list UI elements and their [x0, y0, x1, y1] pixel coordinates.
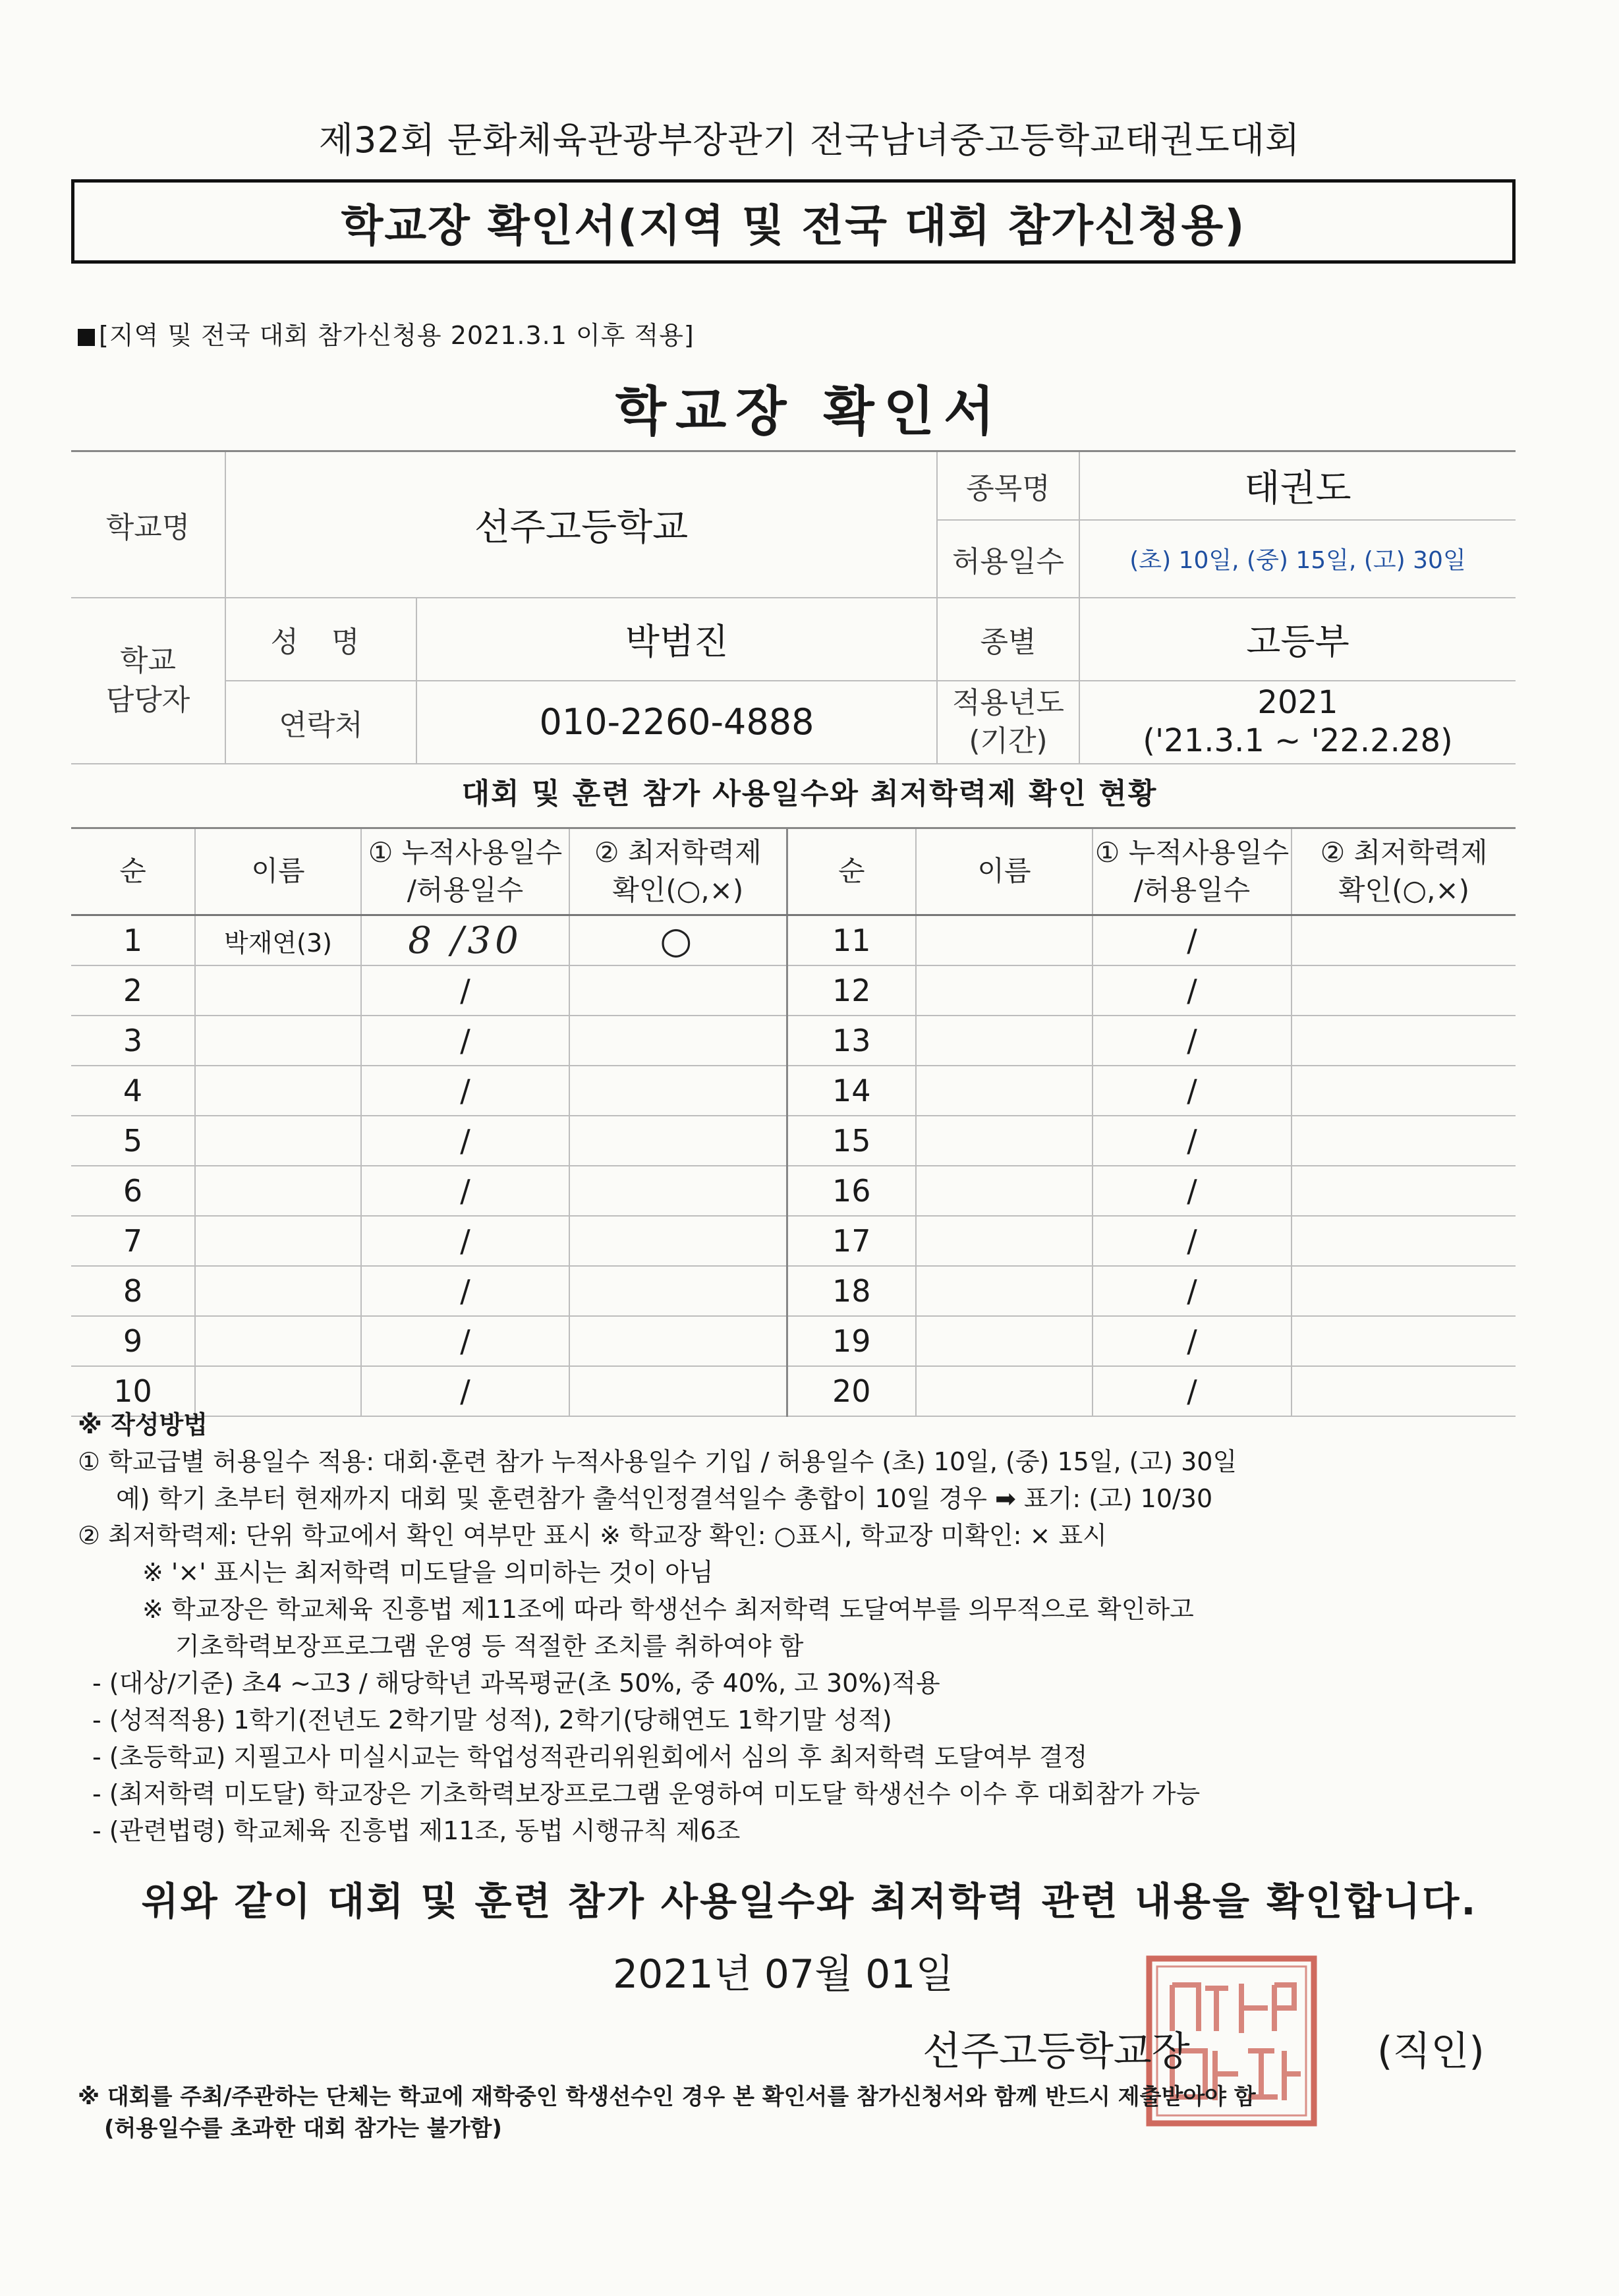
academic-check [1292, 1116, 1516, 1166]
student-name [916, 1016, 1093, 1066]
table-row [71, 915, 1516, 966]
academic-check [569, 965, 787, 1016]
instruction-line: - (대상/기준) 초4 ~고3 / 해당학년 과목평균(초 50%, 중 40%, 고 30%)적용 [92, 1669, 940, 1698]
days-used: / [1093, 1016, 1292, 1066]
instruction-line: - (초등학교) 지필고사 미실시교는 학업성적관리위원회에서 심의 후 최저학력 도달여부 결정 [92, 1742, 1088, 1771]
academic-check [1292, 1016, 1516, 1066]
student-name [195, 1116, 361, 1166]
tournament-title: 제32회 문화체육관광부장관기 전국남녀중고등학교태권도대회 [318, 119, 1301, 161]
days-used: / [361, 1366, 569, 1416]
student-name [195, 1266, 361, 1316]
academic-check [569, 1066, 787, 1116]
days-used: / [361, 1016, 569, 1066]
row-number: 3 [71, 1016, 195, 1066]
document-title: 학교장 확인서 [615, 381, 1004, 442]
square-bullet-icon [78, 329, 95, 346]
academic-check [1292, 965, 1516, 1016]
header-check: ② 최저학력제 확인(○,×) [569, 828, 787, 915]
days-used: / [1093, 1216, 1292, 1266]
sport-label: 종목명 [937, 451, 1079, 520]
phone-value: 010-2260-4888 [416, 681, 937, 764]
document-box-title: 학교장 확인서(지역 및 전국 대회 참가신청용) [71, 179, 1516, 264]
row-number: 15 [787, 1116, 916, 1166]
year-value: 2021 ('21.3.1 ~ '22.2.28) [1079, 681, 1516, 764]
row-number: 17 [787, 1216, 916, 1266]
days-used: / [1093, 1166, 1292, 1216]
academic-check [1292, 1216, 1516, 1266]
academic-check [569, 1266, 787, 1316]
apply-note-text: [지역 및 전국 대회 참가신청용 2021.3.1 이후 적용] [99, 321, 695, 350]
row-number: 5 [71, 1116, 195, 1166]
instruction-line: - (최저학력 미도달) 학교장은 기초학력보장프로그램 운영하여 미도달 학생선수 이수 후 대회참가 가능 [92, 1779, 1201, 1808]
confirmation-statement: 위와 같이 대회 및 훈련 참가 사용일수와 최저학력 관련 내용을 확인합니다. [141, 1879, 1478, 1924]
student-name [916, 915, 1093, 966]
student-name [195, 1016, 361, 1066]
student-name [195, 1166, 361, 1216]
sport-value: 태권도 [1079, 451, 1516, 520]
days-used: / [1093, 1366, 1292, 1416]
days-used: / [1093, 915, 1292, 966]
student-name [195, 1216, 361, 1266]
instruction-line: 기초학력보장프로그램 운영 등 적절한 조치를 취하여야 함 [175, 1632, 804, 1661]
academic-check [1292, 915, 1516, 966]
row-number: 10 [71, 1366, 195, 1416]
academic-check: ○ [569, 915, 787, 966]
year-label: 적용년도 (기간) [937, 681, 1079, 764]
academic-check [569, 1016, 787, 1066]
student-name [916, 1116, 1093, 1166]
days-used: / [1093, 1116, 1292, 1166]
student-name [195, 1316, 361, 1366]
student-name [195, 965, 361, 1016]
days-used: / [361, 965, 569, 1016]
instruction-line: ※ 학교장은 학교체육 진흥법 제11조에 따라 학생선수 최저학력 도달여부를 의무적으로 확인하고 [142, 1595, 1194, 1624]
table-row [71, 1116, 1516, 1166]
instructions [78, 1406, 1237, 1849]
instruction-line: - (관련법령) 학교체육 진흥법 제11조, 동법 시행규칙 제6조 [92, 1816, 741, 1845]
row-number: 6 [71, 1166, 195, 1216]
division-label: 종별 [937, 598, 1079, 681]
instruction-line: ① 학교급별 허용일수 적용: 대회·훈련 참가 누적사용일수 기입 / 허용일수 (초) 10일, (중) 15일, (고) 30일 [78, 1447, 1237, 1476]
row-number: 19 [787, 1316, 916, 1366]
header-check: ② 최저학력제 확인(○,×) [1292, 828, 1516, 915]
instruction-line: - (성적적용) 1학기(전년도 2학기말 성적), 2학기(당해연도 1학기말 성적) [92, 1706, 892, 1735]
instruction-line: ② 최저학력제: 단위 학교에서 확인 여부만 표시 ※ 학교장 확인: ○표시, 학교장 미확인: × 표시 [78, 1521, 1107, 1550]
footnote [78, 2081, 1256, 2144]
days-used: / [361, 1116, 569, 1166]
academic-check [1292, 1316, 1516, 1366]
allowed-days-label: 허용일수 [937, 520, 1079, 598]
row-number: 9 [71, 1316, 195, 1366]
days-used: 8 /30 [361, 915, 569, 966]
row-number: 2 [71, 965, 195, 1016]
apply-note [78, 315, 695, 351]
row-number: 18 [787, 1266, 916, 1316]
student-name [916, 1316, 1093, 1366]
academic-check [569, 1166, 787, 1216]
student-name [916, 1266, 1093, 1316]
contact-label: 학교 담당자 [71, 598, 225, 764]
header-days: ① 누적사용일수 /허용일수 [1093, 828, 1292, 915]
days-used: / [361, 1216, 569, 1266]
footnote-line: (허용일수를 초과한 대회 참가는 불가함) [104, 2115, 502, 2142]
school-label: 학교명 [71, 451, 225, 598]
academic-check [569, 1216, 787, 1266]
footnote-line: ※ 대회를 주최/주관하는 단체는 학교에 재학중인 학생선수인 경우 본 확인서를 참가신청서와 함께 반드시 제출받아야 함 [78, 2084, 1256, 2110]
student-name: 박재연(3) [195, 915, 361, 966]
student-name [195, 1066, 361, 1116]
row-number: 16 [787, 1166, 916, 1216]
days-used: / [361, 1066, 569, 1116]
table-row [71, 1216, 1516, 1266]
days-used: / [361, 1316, 569, 1366]
section-title: 대회 및 훈련 참가 사용일수와 최저학력제 확인 현황 [461, 777, 1158, 811]
days-used: / [1093, 1266, 1292, 1316]
row-number: 14 [787, 1066, 916, 1116]
academic-check [1292, 1166, 1516, 1216]
row-number: 8 [71, 1266, 195, 1316]
table-row [71, 1166, 1516, 1216]
header-no: 순 [787, 828, 916, 915]
student-name [916, 965, 1093, 1016]
days-used: / [361, 1166, 569, 1216]
status-table [71, 827, 1516, 1417]
name-label: 성 명 [225, 598, 416, 681]
school-value: 선주고등학교 [225, 451, 937, 598]
header-name: 이름 [195, 828, 361, 915]
instruction-line: ※ '×' 표시는 최저학력 미도달을 의미하는 것이 아님 [142, 1558, 714, 1587]
days-used: / [361, 1266, 569, 1316]
academic-check [569, 1116, 787, 1166]
info-table [71, 450, 1516, 764]
instruction-line: 예) 학기 초부터 현재까지 대회 및 훈련참가 출석인정결석일수 총합이 10일 경우 ➡ 표기: (고) 10/30 [116, 1484, 1213, 1513]
days-used: / [1093, 1316, 1292, 1366]
instructions-title: ※ 작성방법 [78, 1410, 208, 1439]
header-name: 이름 [916, 828, 1093, 915]
student-name [916, 1216, 1093, 1266]
seal-label: (직인) [1377, 2028, 1485, 2075]
row-number: 11 [787, 915, 916, 966]
row-number: 13 [787, 1016, 916, 1066]
table-row [71, 1316, 1516, 1366]
days-used: / [1093, 965, 1292, 1016]
table-row [71, 1266, 1516, 1316]
days-used: / [1093, 1066, 1292, 1116]
academic-check [1292, 1366, 1516, 1416]
row-number: 20 [787, 1366, 916, 1416]
principal-name: 선주고등학교장 [923, 2028, 1190, 2075]
issue-date: 2021년 07월 01일 [613, 1951, 954, 1997]
header-days: ① 누적사용일수 /허용일수 [361, 828, 569, 915]
student-name [916, 1166, 1093, 1216]
row-number: 7 [71, 1216, 195, 1266]
allowed-days-value: (초) 10일, (중) 15일, (고) 30일 [1079, 520, 1516, 598]
table-row [71, 965, 1516, 1016]
phone-label: 연락처 [225, 681, 416, 764]
row-number: 4 [71, 1066, 195, 1116]
table-row [71, 1016, 1516, 1066]
academic-check [1292, 1066, 1516, 1116]
academic-check [569, 1316, 787, 1366]
row-number: 12 [787, 965, 916, 1016]
student-name [916, 1066, 1093, 1116]
row-number: 1 [71, 915, 195, 966]
division-value: 고등부 [1079, 598, 1516, 681]
academic-check [1292, 1266, 1516, 1316]
table-row [71, 1066, 1516, 1116]
header-no: 순 [71, 828, 195, 915]
name-value: 박범진 [416, 598, 937, 681]
